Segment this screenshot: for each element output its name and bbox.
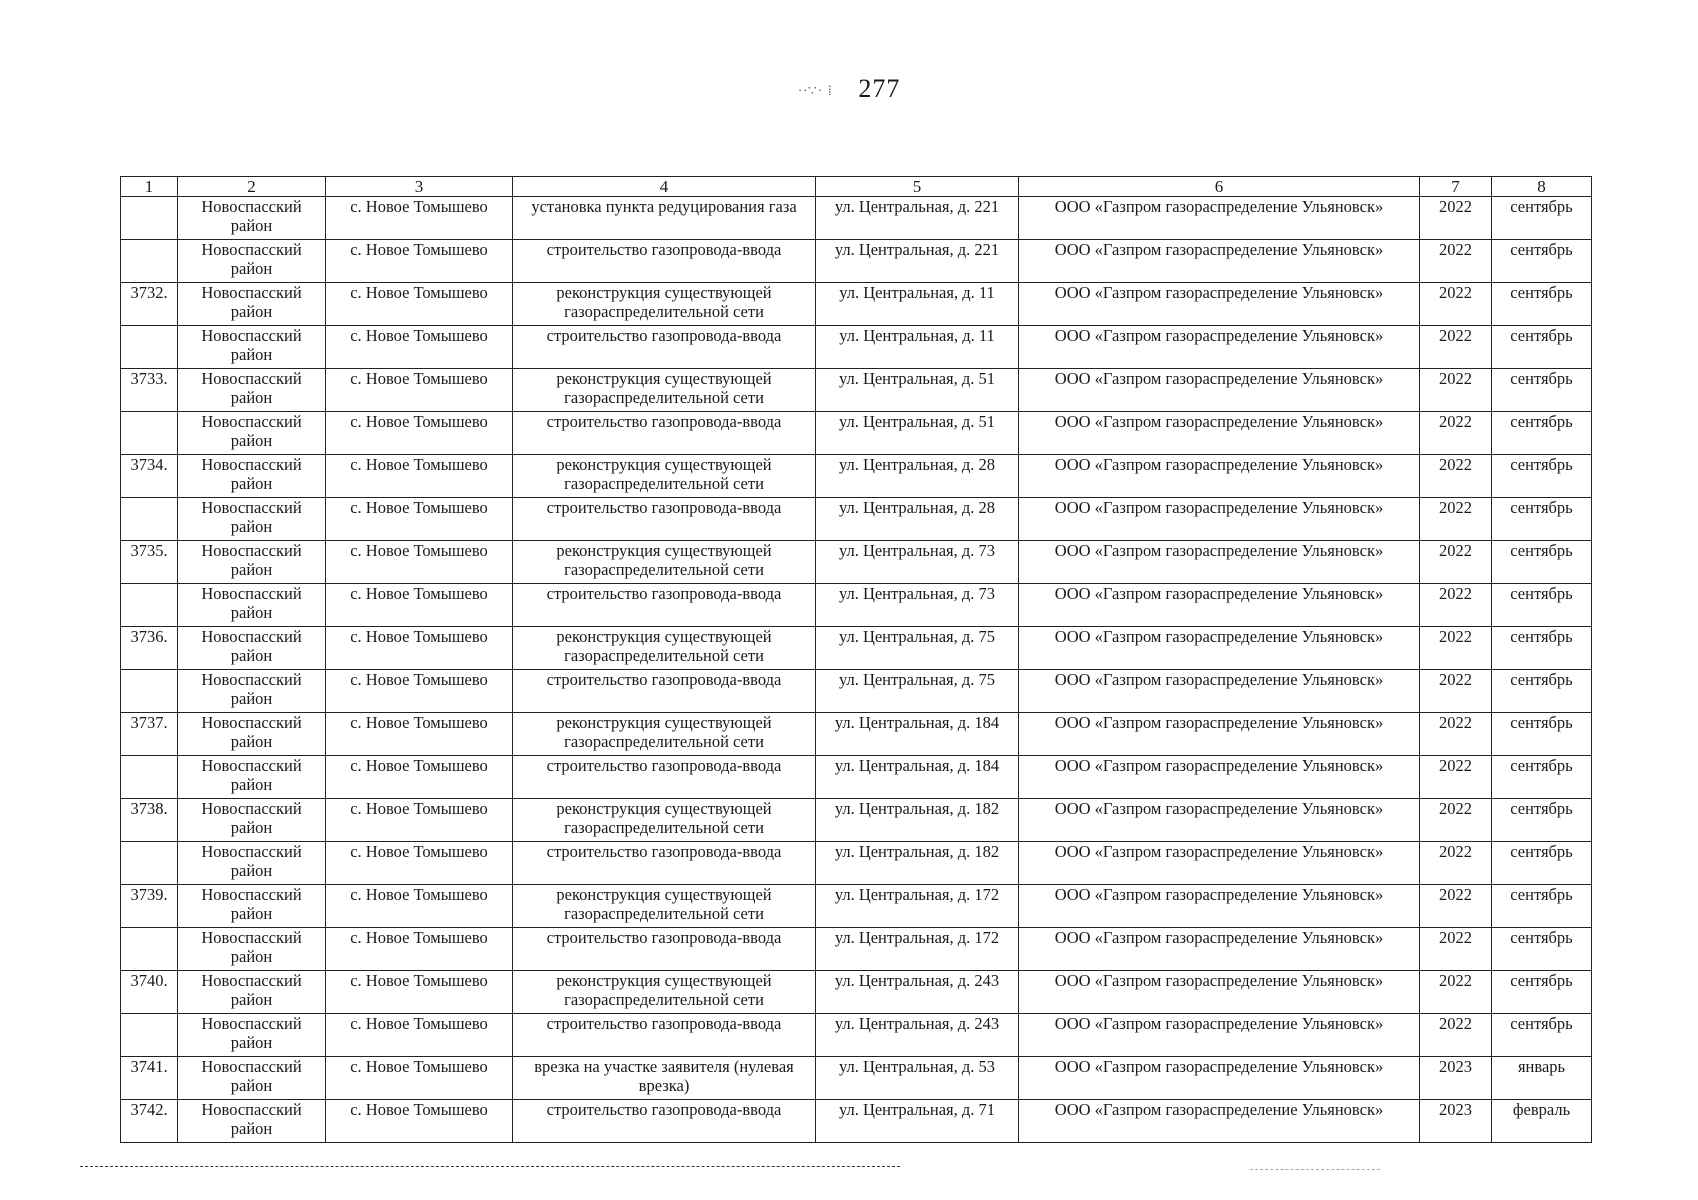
locality-cell: с. Новое Томышево xyxy=(326,197,513,240)
row-number: 3742. xyxy=(121,1100,178,1143)
month-cell: сентябрь xyxy=(1492,670,1592,713)
address-cell: ул. Центральная, д. 184 xyxy=(816,756,1019,799)
address-cell: ул. Центральная, д. 73 xyxy=(816,541,1019,584)
locality-cell: с. Новое Томышево xyxy=(326,842,513,885)
district-cell: Новоспасский район xyxy=(178,799,326,842)
month-cell: сентябрь xyxy=(1492,713,1592,756)
work-type-cell: установка пункта редуцирования газа xyxy=(513,197,816,240)
work-type-cell: реконструкция существующей газораспределительной сети xyxy=(513,455,816,498)
district-cell: Новоспасский район xyxy=(178,627,326,670)
year-cell: 2022 xyxy=(1420,584,1492,627)
address-cell: ул. Центральная, д. 172 xyxy=(816,928,1019,971)
table-row xyxy=(121,584,1592,627)
organization-cell: ООО «Газпром газораспределение Ульяновск» xyxy=(1019,928,1420,971)
row-number xyxy=(121,240,178,283)
month-cell: сентябрь xyxy=(1492,1014,1592,1057)
row-number xyxy=(121,498,178,541)
month-cell: сентябрь xyxy=(1492,498,1592,541)
column-header-2: 2 xyxy=(178,177,326,197)
month-cell: сентябрь xyxy=(1492,541,1592,584)
locality-cell: с. Новое Томышево xyxy=(326,1014,513,1057)
locality-cell: с. Новое Томышево xyxy=(326,455,513,498)
column-header-7: 7 xyxy=(1420,177,1492,197)
year-cell: 2022 xyxy=(1420,326,1492,369)
locality-cell: с. Новое Томышево xyxy=(326,971,513,1014)
column-header-8: 8 xyxy=(1492,177,1592,197)
row-number: 3735. xyxy=(121,541,178,584)
month-cell: сентябрь xyxy=(1492,885,1592,928)
table-row xyxy=(121,498,1592,541)
column-header-1: 1 xyxy=(121,177,178,197)
row-number xyxy=(121,412,178,455)
month-cell: сентябрь xyxy=(1492,283,1592,326)
organization-cell: ООО «Газпром газораспределение Ульяновск» xyxy=(1019,283,1420,326)
year-cell: 2022 xyxy=(1420,1014,1492,1057)
address-cell: ул. Центральная, д. 243 xyxy=(816,971,1019,1014)
table-row xyxy=(121,885,1592,928)
district-cell: Новоспасский район xyxy=(178,971,326,1014)
locality-cell: с. Новое Томышево xyxy=(326,713,513,756)
year-cell: 2022 xyxy=(1420,885,1492,928)
month-cell: сентябрь xyxy=(1492,756,1592,799)
district-cell: Новоспасский район xyxy=(178,369,326,412)
month-cell: сентябрь xyxy=(1492,799,1592,842)
row-number xyxy=(121,756,178,799)
organization-cell: ООО «Газпром газораспределение Ульяновск» xyxy=(1019,1014,1420,1057)
locality-cell: с. Новое Томышево xyxy=(326,1057,513,1100)
table-row xyxy=(121,756,1592,799)
bottom-rule-faint xyxy=(1250,1169,1380,1170)
organization-cell: ООО «Газпром газораспределение Ульяновск» xyxy=(1019,713,1420,756)
month-cell: сентябрь xyxy=(1492,240,1592,283)
address-cell: ул. Центральная, д. 75 xyxy=(816,670,1019,713)
work-type-cell: строительство газопровода-ввода xyxy=(513,584,816,627)
address-cell: ул. Центральная, д. 73 xyxy=(816,584,1019,627)
district-cell: Новоспасский район xyxy=(178,1014,326,1057)
address-cell: ул. Центральная, д. 11 xyxy=(816,326,1019,369)
column-header-3: 3 xyxy=(326,177,513,197)
year-cell: 2022 xyxy=(1420,283,1492,326)
table-row xyxy=(121,240,1592,283)
organization-cell: ООО «Газпром газораспределение Ульяновск» xyxy=(1019,885,1420,928)
month-cell: сентябрь xyxy=(1492,197,1592,240)
address-cell: ул. Центральная, д. 221 xyxy=(816,197,1019,240)
organization-cell: ООО «Газпром газораспределение Ульяновск» xyxy=(1019,1057,1420,1100)
table-row xyxy=(121,627,1592,670)
organization-cell: ООО «Газпром газораспределение Ульяновск» xyxy=(1019,498,1420,541)
table-row xyxy=(121,713,1592,756)
row-number xyxy=(121,670,178,713)
row-number: 3734. xyxy=(121,455,178,498)
year-cell: 2022 xyxy=(1420,842,1492,885)
month-cell: сентябрь xyxy=(1492,584,1592,627)
locality-cell: с. Новое Томышево xyxy=(326,369,513,412)
locality-cell: с. Новое Томышево xyxy=(326,627,513,670)
district-cell: Новоспасский район xyxy=(178,713,326,756)
year-cell: 2023 xyxy=(1420,1100,1492,1143)
table-row xyxy=(121,799,1592,842)
organization-cell: ООО «Газпром газораспределение Ульяновск» xyxy=(1019,326,1420,369)
organization-cell: ООО «Газпром газораспределение Ульяновск» xyxy=(1019,1100,1420,1143)
table-row xyxy=(121,283,1592,326)
work-type-cell: строительство газопровода-ввода xyxy=(513,670,816,713)
address-cell: ул. Центральная, д. 28 xyxy=(816,498,1019,541)
organization-cell: ООО «Газпром газораспределение Ульяновск» xyxy=(1019,627,1420,670)
district-cell: Новоспасский район xyxy=(178,197,326,240)
work-type-cell: реконструкция существующей газораспределительной сети xyxy=(513,885,816,928)
work-type-cell: врезка на участке заявителя (нулевая врезка) xyxy=(513,1057,816,1100)
row-number: 3739. xyxy=(121,885,178,928)
locality-cell: с. Новое Томышево xyxy=(326,928,513,971)
organization-cell: ООО «Газпром газораспределение Ульяновск» xyxy=(1019,369,1420,412)
work-type-cell: реконструкция существующей газораспределительной сети xyxy=(513,799,816,842)
district-cell: Новоспасский район xyxy=(178,1057,326,1100)
work-type-cell: строительство газопровода-ввода xyxy=(513,412,816,455)
month-cell: сентябрь xyxy=(1492,842,1592,885)
table-row xyxy=(121,1100,1592,1143)
year-cell: 2022 xyxy=(1420,627,1492,670)
address-cell: ул. Центральная, д. 75 xyxy=(816,627,1019,670)
bottom-rule xyxy=(80,1166,900,1167)
table-row xyxy=(121,971,1592,1014)
work-type-cell: строительство газопровода-ввода xyxy=(513,240,816,283)
row-number xyxy=(121,842,178,885)
work-type-cell: строительство газопровода-ввода xyxy=(513,928,816,971)
organization-cell: ООО «Газпром газораспределение Ульяновск» xyxy=(1019,971,1420,1014)
year-cell: 2022 xyxy=(1420,240,1492,283)
row-number xyxy=(121,928,178,971)
locality-cell: с. Новое Томышево xyxy=(326,670,513,713)
organization-cell: ООО «Газпром газораспределение Ульяновск» xyxy=(1019,799,1420,842)
month-cell: сентябрь xyxy=(1492,369,1592,412)
month-cell: сентябрь xyxy=(1492,928,1592,971)
address-cell: ул. Центральная, д. 243 xyxy=(816,1014,1019,1057)
table-row xyxy=(121,541,1592,584)
column-header-6: 6 xyxy=(1019,177,1420,197)
work-type-cell: реконструкция существующей газораспределительной сети xyxy=(513,541,816,584)
table-row xyxy=(121,326,1592,369)
district-cell: Новоспасский район xyxy=(178,928,326,971)
table-body xyxy=(121,197,1592,1143)
year-cell: 2022 xyxy=(1420,713,1492,756)
table-row xyxy=(121,1014,1592,1057)
address-cell: ул. Центральная, д. 182 xyxy=(816,799,1019,842)
table-row xyxy=(121,928,1592,971)
year-cell: 2022 xyxy=(1420,455,1492,498)
row-number: 3736. xyxy=(121,627,178,670)
work-type-cell: реконструкция существующей газораспределительной сети xyxy=(513,971,816,1014)
district-cell: Новоспасский район xyxy=(178,240,326,283)
organization-cell: ООО «Газпром газораспределение Ульяновск» xyxy=(1019,670,1420,713)
month-cell: сентябрь xyxy=(1492,412,1592,455)
district-cell: Новоспасский район xyxy=(178,498,326,541)
district-cell: Новоспасский район xyxy=(178,455,326,498)
work-type-cell: реконструкция существующей газораспределительной сети xyxy=(513,713,816,756)
district-cell: Новоспасский район xyxy=(178,1100,326,1143)
district-cell: Новоспасский район xyxy=(178,670,326,713)
table-row xyxy=(121,369,1592,412)
district-cell: Новоспасский район xyxy=(178,842,326,885)
table-row xyxy=(121,670,1592,713)
page-number xyxy=(0,74,1698,104)
year-cell: 2023 xyxy=(1420,1057,1492,1100)
address-cell: ул. Центральная, д. 53 xyxy=(816,1057,1019,1100)
address-cell: ул. Центральная, д. 28 xyxy=(816,455,1019,498)
address-cell: ул. Центральная, д. 51 xyxy=(816,412,1019,455)
address-cell: ул. Центральная, д. 51 xyxy=(816,369,1019,412)
address-cell: ул. Центральная, д. 71 xyxy=(816,1100,1019,1143)
month-cell: февраль xyxy=(1492,1100,1592,1143)
work-type-cell: реконструкция существующей газораспределительной сети xyxy=(513,283,816,326)
year-cell: 2022 xyxy=(1420,498,1492,541)
column-header-5: 5 xyxy=(816,177,1019,197)
row-number: 3733. xyxy=(121,369,178,412)
organization-cell: ООО «Газпром газораспределение Ульяновск» xyxy=(1019,455,1420,498)
organization-cell: ООО «Газпром газораспределение Ульяновск» xyxy=(1019,756,1420,799)
district-cell: Новоспасский район xyxy=(178,756,326,799)
organization-cell: ООО «Газпром газораспределение Ульяновск» xyxy=(1019,412,1420,455)
row-number: 3737. xyxy=(121,713,178,756)
work-type-cell: строительство газопровода-ввода xyxy=(513,1100,816,1143)
locality-cell: с. Новое Томышево xyxy=(326,412,513,455)
month-cell: сентябрь xyxy=(1492,971,1592,1014)
locality-cell: с. Новое Томышево xyxy=(326,326,513,369)
work-type-cell: строительство газопровода-ввода xyxy=(513,498,816,541)
year-cell: 2022 xyxy=(1420,412,1492,455)
year-cell: 2022 xyxy=(1420,369,1492,412)
month-cell: январь xyxy=(1492,1057,1592,1100)
address-cell: ул. Центральная, д. 11 xyxy=(816,283,1019,326)
scan-artifact: ·∙∵· ⁞ xyxy=(797,83,833,99)
work-type-cell: строительство газопровода-ввода xyxy=(513,326,816,369)
row-number: 3738. xyxy=(121,799,178,842)
locality-cell: с. Новое Томышево xyxy=(326,799,513,842)
table-row xyxy=(121,455,1592,498)
row-number xyxy=(121,1014,178,1057)
year-cell: 2022 xyxy=(1420,670,1492,713)
row-number xyxy=(121,584,178,627)
year-cell: 2022 xyxy=(1420,928,1492,971)
locality-cell: с. Новое Томышево xyxy=(326,240,513,283)
table-row xyxy=(121,197,1592,240)
district-cell: Новоспасский район xyxy=(178,326,326,369)
district-cell: Новоспасский район xyxy=(178,283,326,326)
organization-cell: ООО «Газпром газораспределение Ульяновск» xyxy=(1019,197,1420,240)
month-cell: сентябрь xyxy=(1492,326,1592,369)
table-row xyxy=(121,1057,1592,1100)
row-number xyxy=(121,326,178,369)
row-number xyxy=(121,197,178,240)
work-type-cell: строительство газопровода-ввода xyxy=(513,842,816,885)
table-row xyxy=(121,412,1592,455)
row-number: 3732. xyxy=(121,283,178,326)
district-cell: Новоспасский район xyxy=(178,584,326,627)
address-cell: ул. Центральная, д. 184 xyxy=(816,713,1019,756)
district-cell: Новоспасский район xyxy=(178,541,326,584)
column-header-4: 4 xyxy=(513,177,816,197)
work-type-cell: реконструкция существующей газораспределительной сети xyxy=(513,627,816,670)
year-cell: 2022 xyxy=(1420,756,1492,799)
organization-cell: ООО «Газпром газораспределение Ульяновск» xyxy=(1019,240,1420,283)
header-row xyxy=(121,177,1592,197)
year-cell: 2022 xyxy=(1420,799,1492,842)
locality-cell: с. Новое Томышево xyxy=(326,498,513,541)
year-cell: 2022 xyxy=(1420,541,1492,584)
address-cell: ул. Центральная, д. 182 xyxy=(816,842,1019,885)
work-type-cell: реконструкция существующей газораспределительной сети xyxy=(513,369,816,412)
locality-cell: с. Новое Томышево xyxy=(326,885,513,928)
table-row xyxy=(121,842,1592,885)
organization-cell: ООО «Газпром газораспределение Ульяновск» xyxy=(1019,584,1420,627)
gas-works-table xyxy=(120,176,1592,1143)
locality-cell: с. Новое Томышево xyxy=(326,283,513,326)
work-type-cell: строительство газопровода-ввода xyxy=(513,756,816,799)
locality-cell: с. Новое Томышево xyxy=(326,584,513,627)
address-cell: ул. Центральная, д. 172 xyxy=(816,885,1019,928)
year-cell: 2022 xyxy=(1420,197,1492,240)
month-cell: сентябрь xyxy=(1492,627,1592,670)
month-cell: сентябрь xyxy=(1492,455,1592,498)
organization-cell: ООО «Газпром газораспределение Ульяновск» xyxy=(1019,541,1420,584)
address-cell: ул. Центральная, д. 221 xyxy=(816,240,1019,283)
district-cell: Новоспасский район xyxy=(178,885,326,928)
work-type-cell: строительство газопровода-ввода xyxy=(513,1014,816,1057)
page-number-text: 277 xyxy=(858,74,901,103)
locality-cell: с. Новое Томышево xyxy=(326,756,513,799)
locality-cell: с. Новое Томышево xyxy=(326,1100,513,1143)
district-cell: Новоспасский район xyxy=(178,412,326,455)
year-cell: 2022 xyxy=(1420,971,1492,1014)
row-number: 3741. xyxy=(121,1057,178,1100)
locality-cell: с. Новое Томышево xyxy=(326,541,513,584)
row-number: 3740. xyxy=(121,971,178,1014)
organization-cell: ООО «Газпром газораспределение Ульяновск» xyxy=(1019,842,1420,885)
